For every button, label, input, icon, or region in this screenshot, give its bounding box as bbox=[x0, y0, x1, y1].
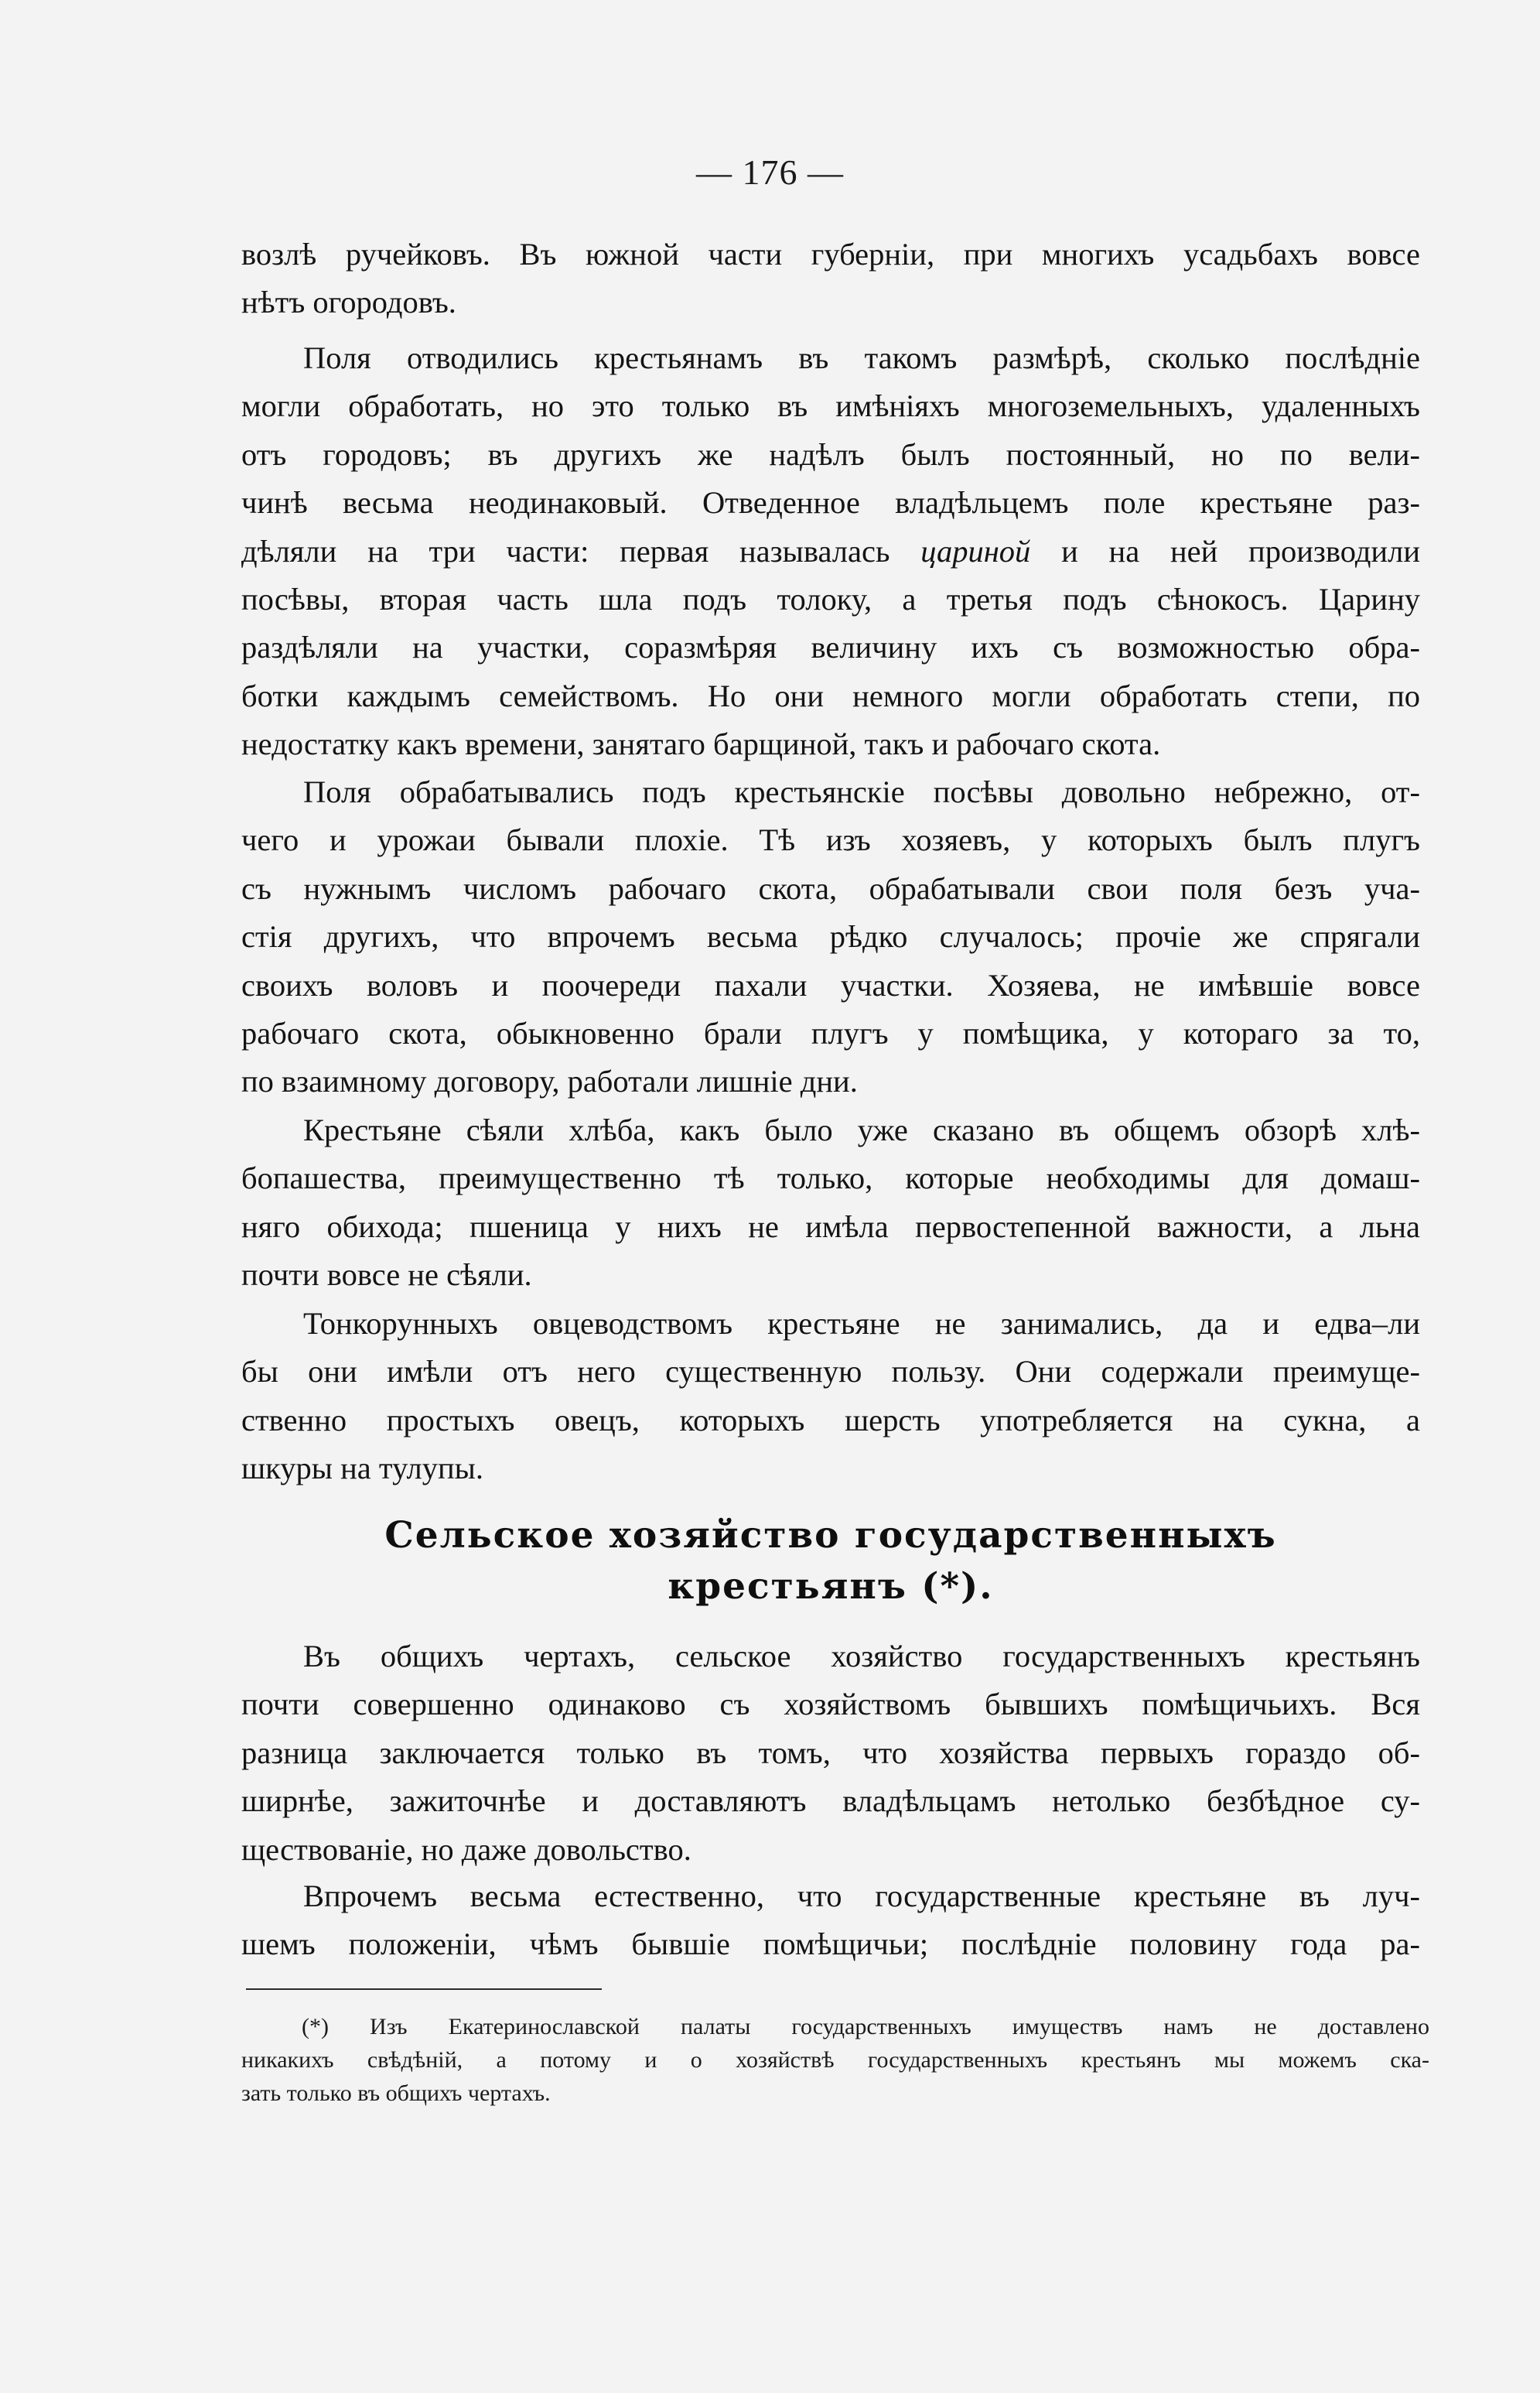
footnote-line: (*) Изъ Екатеринославской палаты государственныхъ имуществъ намъ не доставлено bbox=[302, 2014, 1429, 2039]
paragraph-continuation bbox=[241, 231, 1420, 327]
text-line: Въ общихъ чертахъ, сельское хозяйство государственныхъ крестьянъ bbox=[303, 1639, 1420, 1673]
footnote bbox=[241, 2010, 1429, 2110]
text-line: раздѣляли на участки, соразмѣряя величину ихъ съ возможностью обра- bbox=[241, 630, 1420, 665]
text-line: Тонкорунныхъ овцеводствомъ крестьяне не занимались, да и едва–ли bbox=[303, 1306, 1420, 1341]
page-number: — 176 — bbox=[696, 152, 844, 192]
paragraph-fields bbox=[241, 334, 1420, 769]
section-heading bbox=[241, 1510, 1420, 1612]
text-fragment: и на ней производили bbox=[1030, 533, 1420, 569]
text-line: шемъ положеніи, чѣмъ бывшіе помѣщичьи; послѣдніе половину года ра- bbox=[241, 1926, 1420, 1962]
text-line: стія другихъ, что впрочемъ весьма рѣдко случалось; прочіе же спрягали bbox=[241, 919, 1420, 955]
text-line: ществованіе, но даже довольство. bbox=[241, 1831, 691, 1867]
text-line: ширнѣе, зажиточнѣе и доставляютъ владѣльцамъ нетолько безбѣдное су- bbox=[241, 1783, 1420, 1819]
text-line: Впрочемъ весьма естественно, что государственные крестьяне въ луч- bbox=[303, 1879, 1420, 1913]
text-fragment: дѣляли на три части: первая называлась bbox=[241, 533, 921, 569]
text-line: съ нужнымъ числомъ рабочаго скота, обрабатывали свои поля безъ уча- bbox=[241, 870, 1420, 906]
text-line-mixed bbox=[241, 528, 1420, 576]
footnote-divider bbox=[246, 1988, 602, 1990]
text-line: бы они имѣли отъ него существенную пользу. Они содержали преимуще- bbox=[241, 1354, 1420, 1390]
italic-term: царинoй bbox=[920, 533, 1031, 569]
footnote-line: никакихъ свѣдѣній, а потому и о хозяйствѣ государственныхъ крестьянъ мы можемъ ска- bbox=[241, 2047, 1429, 2073]
text-line: своихъ воловъ и поочереди пахали участки. Хозяева, не имѣвшіе вовсе bbox=[241, 967, 1420, 1003]
text-line: недостатку какъ времени, занятаго барщиной, такъ и рабочаго скота. bbox=[241, 726, 1161, 762]
paragraph-state-peasants bbox=[241, 1632, 1420, 1874]
section-heading-line: крестьянъ (*). bbox=[668, 1565, 994, 1608]
text-line: ботки каждымъ семействомъ. Но они немного могли обработать степи, по bbox=[241, 678, 1420, 713]
text-line: отъ городовъ; въ другихъ же надѣлъ былъ постоянный, но по вели- bbox=[241, 436, 1420, 472]
paragraph-sheep bbox=[241, 1300, 1420, 1493]
text-line: чинѣ весьма неодинаковый. Отведенное владѣльцемъ поле крестьяне раз- bbox=[241, 485, 1420, 521]
text-line: Крестьяне сѣяли хлѣба, какъ было уже сказано въ общемъ обзорѣ хлѣ- bbox=[303, 1113, 1420, 1147]
footnote-line: зать только въ общихъ чертахъ. bbox=[241, 2080, 551, 2106]
text-line: по взаимному договору, работали лишніе дни. bbox=[241, 1064, 858, 1099]
text-line: посѣвы, вторая часть шла подъ толоку, а третья подъ сѣнокосъ. Царину bbox=[241, 582, 1420, 617]
text-line: Поля обрабатывались подъ крестьянскіе посѣвы довольно небрежно, от- bbox=[303, 774, 1420, 809]
text-line: возлѣ ручейковъ. Въ южной части губерніи, при многихъ усадьбахъ вовсе bbox=[241, 237, 1420, 272]
text-line: разница заключается только въ томъ, что хозяйства первыхъ гораздо об- bbox=[241, 1735, 1420, 1770]
text-line: няго обихода; пшеница у нихъ не имѣла первостепенной важности, а льна bbox=[241, 1208, 1420, 1244]
text-line: могли обработать, но это только въ имѣніяхъ многоземельныхъ, удаленныхъ bbox=[241, 388, 1420, 424]
text-line: шкуры на тулупы. bbox=[241, 1451, 484, 1486]
text-line: нѣтъ огородовъ. bbox=[241, 285, 456, 320]
section-heading-line: Сельское хозяйство государственныхъ bbox=[384, 1514, 1277, 1557]
text-line: ственно простыхъ овецъ, которыхъ шерсть употребляется на сукна, а bbox=[241, 1402, 1420, 1438]
paragraph-comparison bbox=[241, 1872, 1420, 1969]
text-line: почти совершенно одинаково съ хозяйствомъ бывшихъ помѣщичьихъ. Вся bbox=[241, 1687, 1420, 1722]
text-line: Поля отводились крестьянамъ въ такомъ размѣрѣ, сколько послѣдніе bbox=[303, 340, 1420, 375]
text-line: почти вовсе не сѣяли. bbox=[241, 1257, 532, 1293]
text-line: рабочаго скота, обыкновенно брали плугъ у помѣщика, у котораго за то, bbox=[241, 1016, 1420, 1051]
paragraph-cultivation bbox=[241, 768, 1420, 1106]
paragraph-grain bbox=[241, 1106, 1420, 1300]
text-line: чего и урожаи бывали плохіе. Тѣ изъ хозяевъ, у которыхъ былъ плугъ bbox=[241, 822, 1420, 858]
text-line: бопашества, преимущественно тѣ только, которые необходимы для домаш- bbox=[241, 1161, 1420, 1196]
